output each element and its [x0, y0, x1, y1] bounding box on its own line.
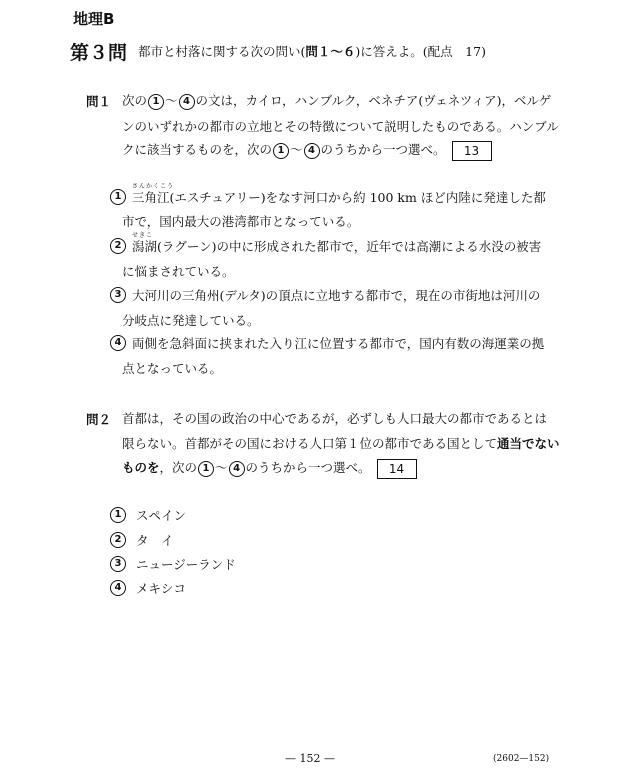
- q1-choice-1-line2: 市で，国内最大の港湾都市となっている。: [122, 214, 360, 229]
- circled-number: 1: [198, 461, 214, 477]
- q1-stem-line1: 次の 1 ～ 4 の文は，カイロ，ハンブルク，ベネチア(ヴェネツィア)，ベルゲ: [122, 93, 552, 108]
- q2-choice-3: ニュージーランド: [136, 557, 236, 572]
- q1-stem-line3: クに該当するものを，次の 1 ～ 4 のうちから一つ選べ。 13: [122, 140, 492, 161]
- q2-choice-2: タ イ: [136, 533, 174, 548]
- circled-number: 4: [179, 94, 195, 110]
- question-label: 第３問: [70, 42, 128, 64]
- circled-number: 4: [229, 461, 245, 477]
- q2-choice-2-number: 2: [110, 532, 126, 548]
- c1-ruby: さんかくこう: [132, 183, 175, 190]
- choice-3-number: 3: [110, 287, 126, 303]
- q2-choice-4: メキシコ: [136, 581, 186, 596]
- answer-box-13[interactable]: 13: [452, 141, 492, 161]
- q2-choice-1-number: 1: [110, 507, 126, 523]
- q1-choice-4-line1: 両側を急斜面に挟まれた入り江に位置する都市で，国内有数の海運業の拠: [132, 336, 545, 351]
- circled-number: 1: [273, 143, 289, 159]
- q1-choice-2-line1: 潟湖(ラグーン)の中に形成された都市で，近年では高潮による水没の被害: [132, 239, 542, 254]
- answer-box-14[interactable]: 14: [377, 459, 417, 479]
- q2-stem-line1: 首都は，その国の政治の中心であるが，必ずしも人口最大の都市であるとは: [122, 411, 548, 426]
- subject-header: 地理B: [73, 10, 115, 28]
- choice-4-number: 4: [110, 335, 126, 351]
- question-intro: 都市と村落に関する次の問い(問１～６)に答えよ。(配点 17): [138, 44, 486, 59]
- q2-choice-3-number: 3: [110, 556, 126, 572]
- choice-1-number: 1: [110, 189, 126, 205]
- c2-ruby: せきこ: [132, 232, 154, 239]
- q1-choice-3-line1: 大河川の三角州(デルタ)の頂点に立地する都市で，現在の市街地は河川の: [132, 288, 541, 303]
- q1-stem-line2: ンのいずれかの都市の立地とその特徴について説明したものである。ハンブル: [122, 119, 559, 134]
- q2-stem-line3: ものを，次の 1 ～ 4 のうちから一つ選べ。 14: [122, 458, 417, 479]
- q1-label: 問１: [86, 94, 112, 109]
- q2-stem-line2: 限らない。首都がその国における人口第１位の都市である国として通当でない: [122, 436, 560, 451]
- q2-label: 問２: [86, 412, 112, 427]
- q2-choice-4-number: 4: [110, 580, 126, 596]
- q1-choice-4-line2: 点となっている。: [122, 361, 223, 376]
- exam-code: (2602—152): [493, 754, 550, 764]
- circled-number: 4: [304, 143, 320, 159]
- q1-choice-2-line2: に悩まされている。: [122, 264, 235, 279]
- q1-choice-3-line2: 分岐点に発達している。: [122, 313, 260, 328]
- q2-choice-1: スペイン: [136, 508, 187, 523]
- choice-2-number: 2: [110, 238, 126, 254]
- page-number: — 152 —: [285, 752, 335, 765]
- circled-number: 1: [148, 94, 164, 110]
- q1-choice-1-line1: 三角江(エスチュアリー)をなす河口から約 100 km ほど内陸に発達した都: [132, 190, 546, 205]
